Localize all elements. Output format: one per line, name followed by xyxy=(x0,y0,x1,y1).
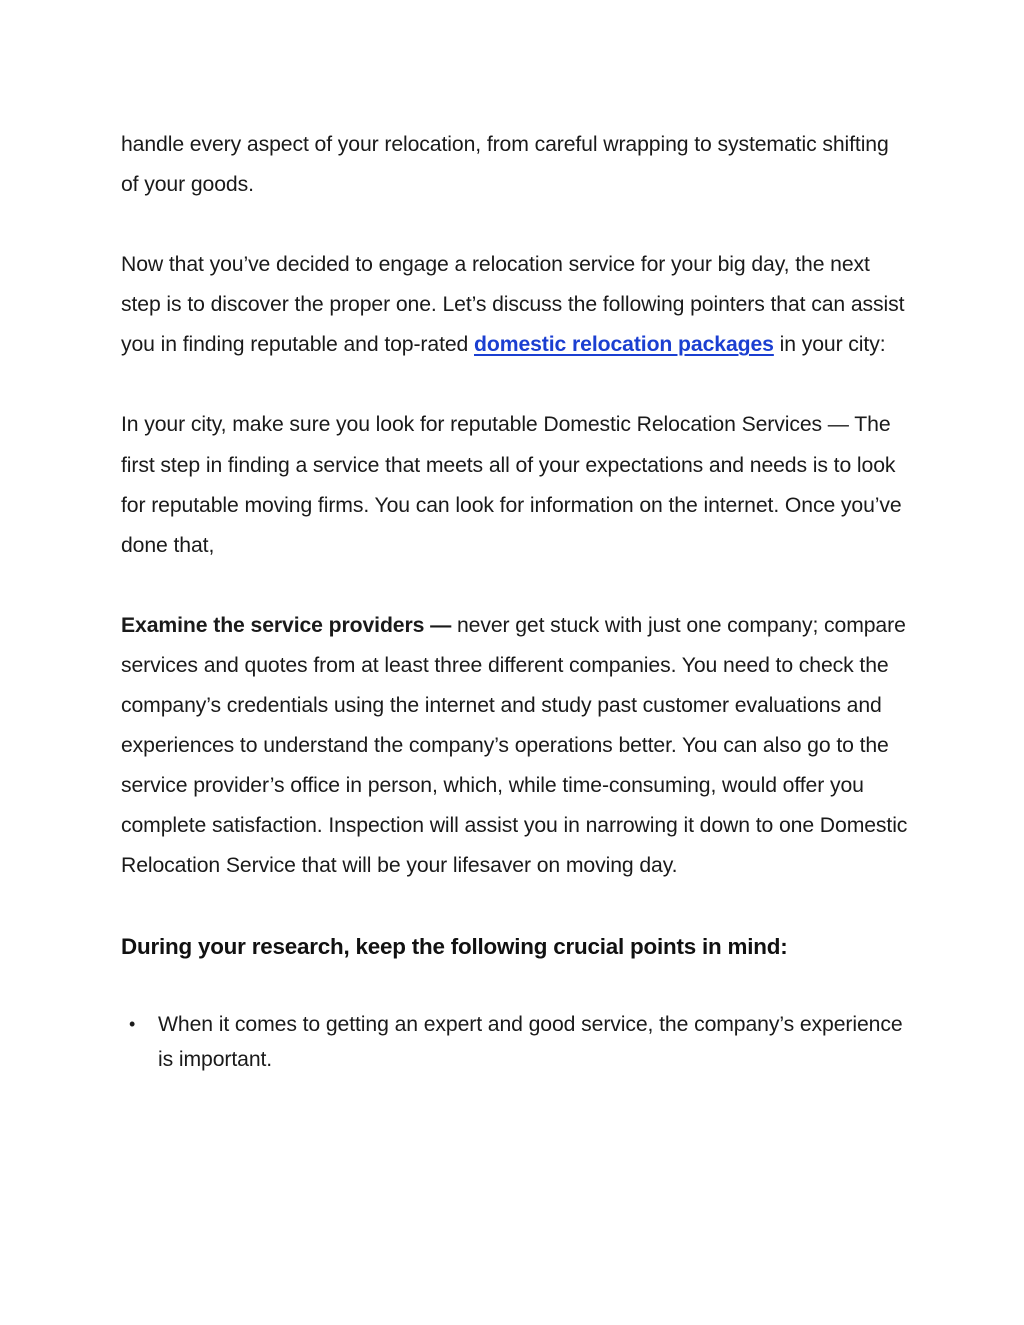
paragraph-next-step-tail: in your city: xyxy=(773,333,886,357)
paragraph-examine-providers xyxy=(121,606,911,887)
spacer xyxy=(121,365,911,405)
list-item-text: When it comes to getting an expert and good service, the company’s experience is important. xyxy=(158,1012,903,1071)
paragraph-intro: handle every aspect of your relocation, from careful wrapping to systematic shifting of your goods. xyxy=(121,133,889,197)
examine-providers-text: never get stuck with just one company; compare services and quotes from at least three different companies. You need to check the company’s credentials using the internet and study past customer evaluations and experiences to understand the company’s operations better. You can also go to the service provider’s office in person, which, while time-consuming, would offer you complete satisfaction. Inspection will assist you in narrowing it down to one Domestic Relocation Service that will be your lifesaver on moving day. xyxy=(121,613,908,878)
paragraph-next-step-text: Now that you’ve decided to engage a relocation service for your big day, the next step is to discover the proper one. Let’s discuss the following pointers that can assist you in finding reputable and top-rated xyxy=(121,253,905,357)
spacer xyxy=(121,566,911,606)
section-heading: During your research, keep the following crucial points in mind: xyxy=(121,933,788,959)
examine-providers-lead: Examine the service providers — xyxy=(121,613,452,637)
spacer xyxy=(121,967,911,1007)
document-body xyxy=(121,125,911,1077)
spacer xyxy=(121,205,911,245)
bullet-list xyxy=(121,1007,911,1077)
paragraph-reputable-services: In your city, make sure you look for reputable Domestic Relocation Services — The first step in finding a service that meets all of your expectations and needs is to look for reputable moving firms. You can look for information on the internet. Once you’ve done that, xyxy=(121,413,902,557)
paragraph-next-step xyxy=(121,245,911,365)
bullet-icon: • xyxy=(129,1013,136,1034)
spacer xyxy=(121,887,911,927)
list-item xyxy=(121,1007,911,1077)
domestic-relocation-packages-link[interactable]: domestic relocation packages xyxy=(474,333,774,357)
